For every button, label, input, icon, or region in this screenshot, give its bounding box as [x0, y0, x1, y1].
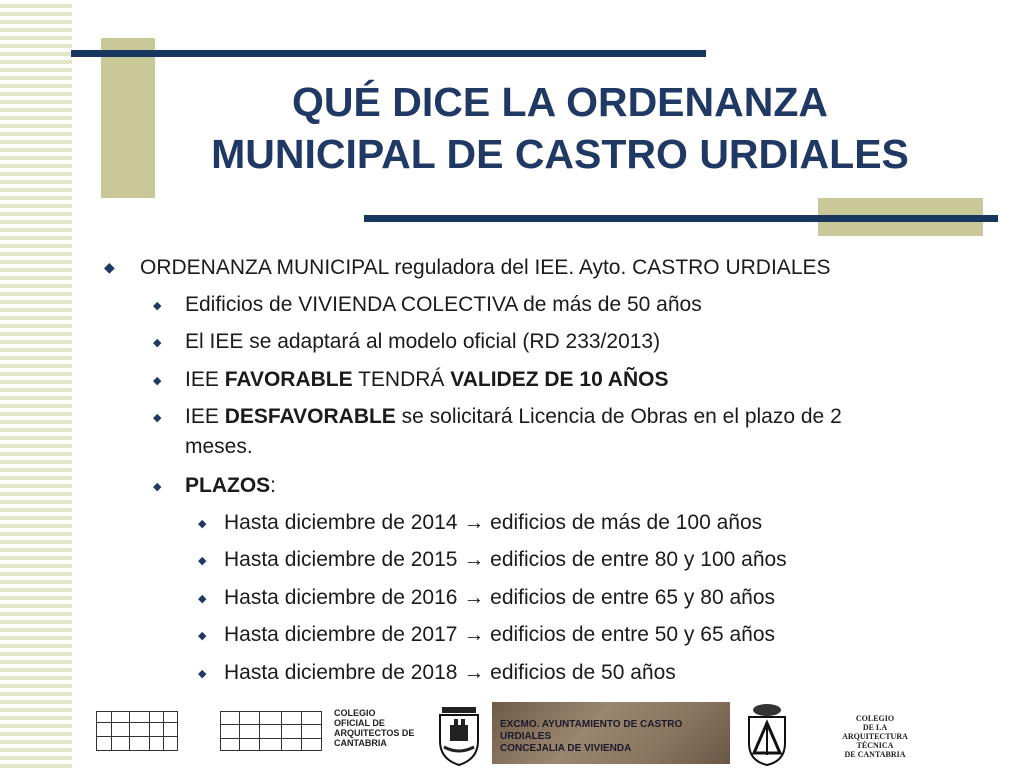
- logo-text-line: COLEGIO: [855, 714, 895, 723]
- striped-margin: [0, 0, 72, 768]
- title-line-2: MUNICIPAL DE CASTRO URDIALES: [211, 131, 909, 177]
- bullet-sub-1: Edificios de VIVIENDA COLECTIVA de más de 50 años: [185, 293, 702, 316]
- text-segment: :: [270, 474, 277, 497]
- plazo-item: Hasta diciembre de 2016 → edificios de entre 65 y 80 años: [224, 586, 775, 609]
- diamond-bullet-icon: ◆: [198, 668, 207, 680]
- title-rule-top: [71, 50, 706, 57]
- text-segment: se solicitará Licencia de Obras en el plazo de 2: [395, 405, 842, 428]
- diamond-bullet-icon: ◆: [153, 412, 162, 424]
- footer-logos: [0, 698, 1024, 768]
- text-segment: IEE: [185, 405, 225, 428]
- logo-text-line: ARQUITECTURA TÉCNICA: [842, 732, 908, 750]
- plazo-item: Hasta diciembre de 2017 → edificios de entre 50 y 65 años: [224, 623, 775, 646]
- ayuntamiento-text: [500, 719, 735, 755]
- logo-text-line: ARQUITECTOS DE: [334, 728, 415, 738]
- diamond-bullet-icon: ◆: [153, 481, 162, 493]
- diamond-bullet-icon: ◆: [104, 259, 115, 275]
- plazo-item: Hasta diciembre de 2018 → edificios de 50 años: [224, 661, 676, 684]
- diamond-bullet-icon: ◆: [198, 630, 207, 642]
- castro-urdiales-crest-icon: [434, 703, 484, 767]
- building-plan-logo-left: [96, 711, 178, 751]
- colegio-crest-icon: [742, 703, 792, 767]
- plazo-item: Hasta diciembre de 2015 → edificios de entre 80 y 100 años: [224, 548, 787, 571]
- diamond-bullet-icon: ◆: [153, 375, 162, 387]
- bold-text: VALIDEZ DE 10 AÑOS: [450, 368, 669, 391]
- diamond-bullet-icon: ◆: [153, 300, 162, 312]
- logo-text-line: CONCEJALIA DE VIVIENDA: [500, 743, 632, 754]
- slide-title: [150, 76, 970, 180]
- coa-cantabria-logo-text: [334, 708, 424, 748]
- bold-text: PLAZOS: [185, 474, 271, 497]
- arquitectura-tecnica-logo-text: [825, 714, 925, 759]
- text-segment: TENDRÁ: [352, 368, 451, 391]
- title-rule-bottom: [364, 215, 998, 222]
- plazo-item: Hasta diciembre de 2014 → edificios de más de 100 años: [224, 511, 763, 534]
- logo-text-line: OFICIAL DE: [334, 718, 385, 728]
- logo-text-line: CANTABRIA: [334, 738, 387, 748]
- bullet-main: ORDENANZA MUNICIPAL reguladora del IEE. Ayto. CASTRO URDIALES: [140, 256, 831, 279]
- accent-block-left: [101, 38, 155, 198]
- diamond-bullet-icon: ◆: [198, 593, 207, 605]
- logo-text-line: DE LA: [862, 723, 888, 732]
- diamond-bullet-icon: ◆: [153, 337, 162, 349]
- bullet-sub-4-continuation: meses.: [185, 435, 253, 458]
- title-line-1: QUÉ DICE LA ORDENANZA: [291, 79, 829, 125]
- building-plan-logo-right: [220, 711, 322, 751]
- diamond-bullet-icon: ◆: [198, 555, 207, 567]
- diamond-bullet-icon: ◆: [198, 518, 207, 530]
- bullet-sub-2: El IEE se adaptará al modelo oficial (RD 233/2013): [185, 330, 661, 353]
- bullet-sub-3: [185, 365, 668, 395]
- bullet-sub-5: [185, 471, 276, 501]
- bullet-sub-4: [185, 402, 842, 432]
- bold-text: FAVORABLE: [224, 368, 353, 391]
- logo-text-line: EXCMO. AYUNTAMIENTO DE CASTRO URDIALES: [500, 719, 683, 742]
- logo-text-line: COLEGIO: [334, 708, 376, 718]
- text-segment: IEE: [185, 368, 225, 391]
- logo-text-line: DE CANTABRIA: [844, 750, 906, 759]
- bold-text: DESFAVORABLE: [224, 405, 396, 428]
